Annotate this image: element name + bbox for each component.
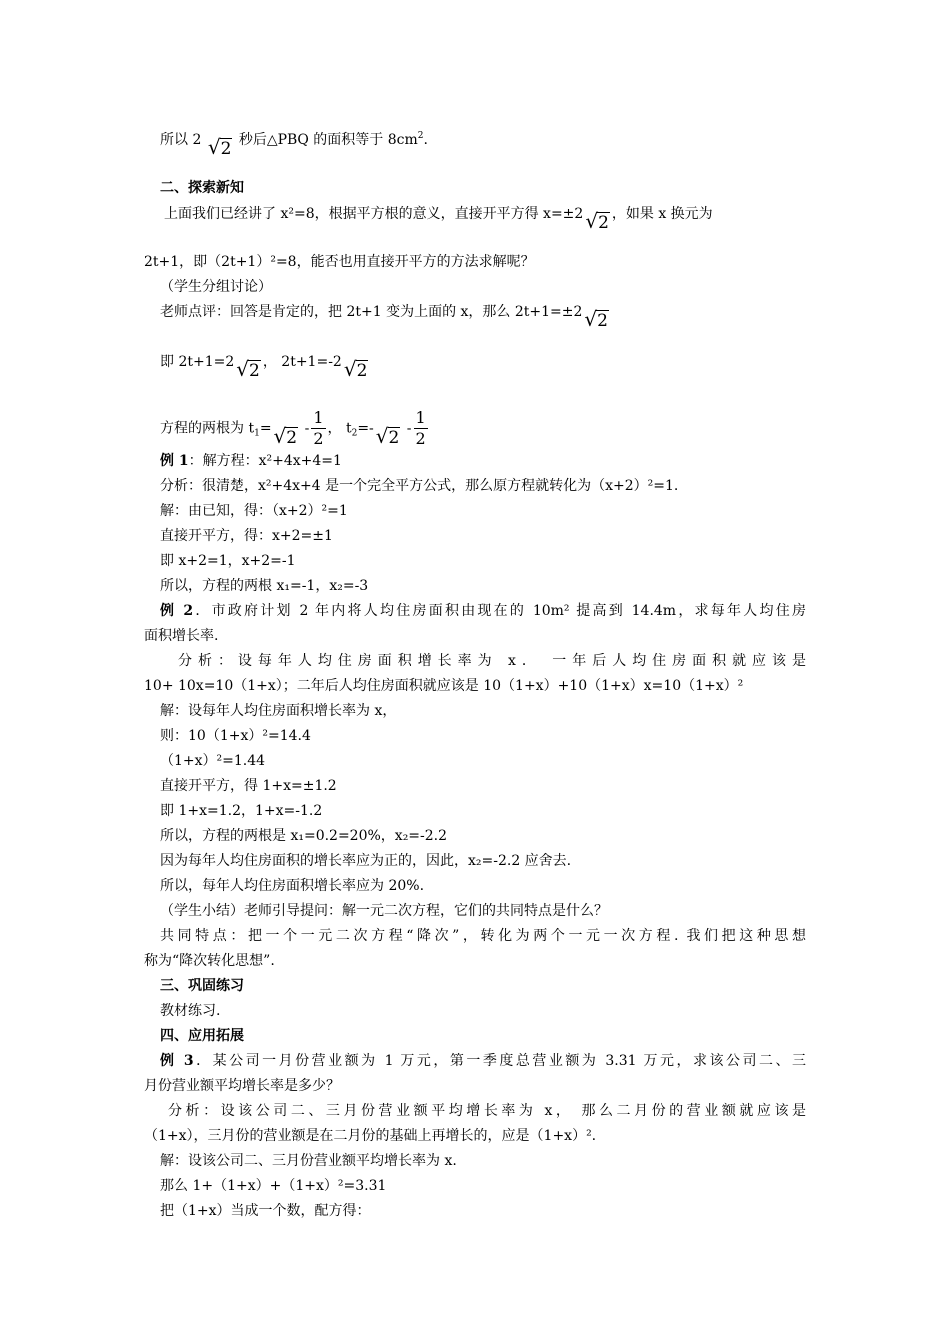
sqrt-2: √2 (236, 357, 260, 381)
line-textbook-practice: 教材练习. (160, 1003, 221, 1019)
section-heading-practice: 三、巩固练习 (160, 978, 244, 994)
line-ex3-complete-square: 把（1+x）当成一个数，配方得： (160, 1203, 371, 1219)
line-two-roots: 方程的两根为 $t_1= √2$ - $\frac{1}{2}$ ， $t_2=-$ √2 - $\frac{1}{2}$ (160, 408, 430, 448)
line-ex2-analysis: 分析：设每年人均住房面积增长率为 x． 一年后人均住房面积就应该是 (178, 653, 806, 669)
line-explore-2: 2t+1，即（2t+1）²=8，能否也用直接开平方的方法求解呢？ (144, 254, 535, 270)
line-ex3-analysis: 分析：设该公司二、三月份营业额平均增长率为 x， 那么二月份的营业额就应该是 (168, 1103, 806, 1119)
sqrt-2: √2 (273, 423, 298, 448)
section-heading-explore: 二、探索新知 (160, 180, 244, 196)
line-explore-1: 上面我们已经讲了 x²=8，根据平方根的意义，直接开平方得 x=±2 √2 ，如果 x 换元为 (164, 206, 713, 233)
line-ex2-sqrt: 直接开平方，得 1+x=±1.2 (160, 778, 337, 794)
line-ex1-roots: 所以，方程的两根 x₁=-1，x₂=-3 (160, 578, 369, 594)
line-ex1-solution: 解：由已知，得：（x+2）²=1 (160, 503, 348, 519)
sqrt-2: √2 (207, 135, 232, 159)
line-summary-question: （学生小结）老师引导提问：解一元二次方程，它们的共同特点是什么？ (160, 903, 608, 919)
sqrt-2: √2 (375, 423, 400, 448)
line-ex1-sqrt: 直接开平方，得：x+2=±1 (160, 528, 333, 544)
line-ex3-equation: 那么 1+（1+x）+（1+x）²=3.31 (160, 1178, 387, 1194)
line-conclusion: 所以 2 √2 秒后△PBQ 的面积等于 $8cm^2$. (160, 131, 428, 159)
example-3-title: 例 3．某公司一月份营业额为 1 万元，第一季度总营业额为 3.31 万元，求该公司二、三 (160, 1053, 806, 1069)
section-heading-application: 四、应用拓展 (160, 1028, 244, 1044)
line-ex2-cont: 面积增长率. (144, 628, 219, 644)
line-two-equations: 即 2t+1=2 √2 ， 2t+1=-2 √2 (160, 354, 368, 381)
line-discussion: （学生分组讨论） (160, 279, 272, 295)
line-ex1-analysis: 分析：很清楚，x²+4x+4 是一个完全平方公式，那么原方程就转化为（x+2）²=1. (160, 478, 679, 494)
sqrt-2: √2 (584, 307, 608, 331)
line-ex2-split: 即 1+x=1.2，1+x=-1.2 (160, 803, 323, 819)
line-ex3-analysis-2: （1+x），三月份的营业额是在二月份的基础上再增长的，应是（1+x）². (144, 1128, 597, 1144)
example-1-title: 例 1：解方程：x²+4x+4=1 (160, 453, 342, 469)
line-ex3-solution: 解：设该公司二、三月份营业额平均增长率为 x. (160, 1153, 457, 1169)
line-common-feature-2: 称为“降次转化思想”. (144, 953, 275, 969)
line-ex3-cont: 月份营业额平均增长率是多少？ (144, 1078, 340, 1094)
line-ex2-analysis-2: 10+ 10x=10（1+x）；二年后人均住房面积就应该是 10（1+x）+10（1+x）x=10（1+x）² (144, 678, 744, 694)
example-2-title: 例 2．市政府计划 2 年内将人均住房面积由现在的 10m² 提高到 14.4m，求每年人均住房 (160, 603, 806, 619)
fraction-one-half: $\frac{1}{2}$ (415, 408, 426, 448)
line-teacher-comment: 老师点评：回答是肯定的，把 2t+1 变为上面的 x，那么 2t+1=±2 √2 (160, 304, 608, 331)
line-common-feature: 共同特点：把一个一元二次方程“降次”，转化为两个一元一次方程. 我们把这种思想 (160, 928, 806, 944)
line-ex2-solution: 解：设每年人均住房面积增长率为 x， (160, 703, 397, 719)
fraction-one-half: $\frac{1}{2}$ (313, 408, 324, 448)
line-ex1-split: 即 x+2=1，x+2=-1 (160, 553, 296, 569)
sqrt-2: √2 (585, 209, 609, 233)
line-ex2-discard: 因为每年人均住房面积的增长率应为正的，因此，x₂=-2.2 应舍去. (160, 853, 572, 869)
line-ex2-simplified: （1+x）²=1.44 (160, 753, 266, 769)
line-ex2-answer: 所以，每年人均住房面积增长率应为 20%. (160, 878, 425, 894)
sqrt-2: √2 (343, 357, 368, 381)
line-ex2-equation: 则：10（1+x）²=14.4 (160, 728, 311, 744)
line-ex2-roots: 所以，方程的两根是 x₁=0.2=20%，x₂=-2.2 (160, 828, 448, 844)
